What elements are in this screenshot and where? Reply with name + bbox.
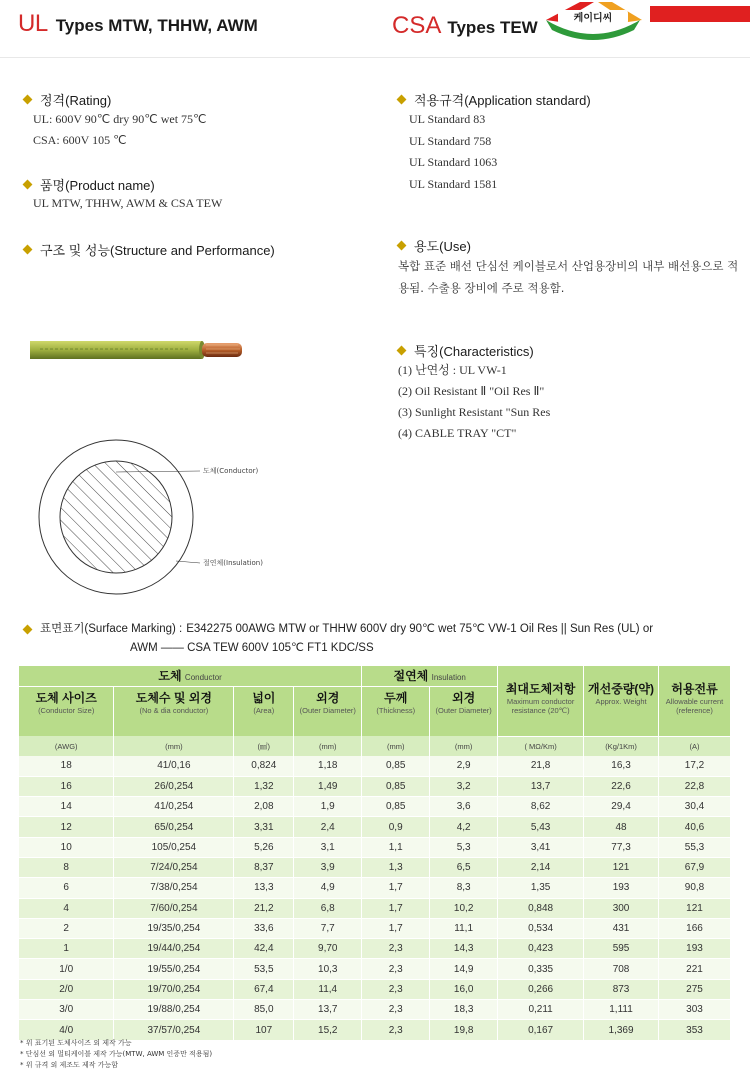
use-title: 용도(Use) (396, 236, 471, 255)
csa-label: CSA (392, 12, 442, 39)
table-cell: 13,7 (294, 1000, 362, 1020)
insulation-group-header: 절연체 Insulation (362, 666, 498, 686)
table-row (19, 1000, 731, 1020)
unit-cell: (A) (659, 736, 731, 756)
product-title: 품명(Product name) (22, 175, 155, 194)
table-cell: 1,7 (362, 918, 430, 938)
table-cell: 19/44/0,254 (114, 939, 234, 959)
table-row (19, 857, 731, 877)
col-header: 두께 (Thickness) (362, 686, 430, 736)
standard-line: UL Standard 758 (409, 133, 492, 148)
svg-text:케이디씨: 케이디씨 (573, 13, 613, 24)
table-row (19, 898, 731, 918)
table-cell: 0,85 (362, 756, 430, 776)
table-cell: 0,423 (498, 939, 584, 959)
table-cell: 41/0,254 (114, 797, 234, 817)
table-cell: 107 (234, 1020, 294, 1040)
diamond-bullet-icon (397, 346, 407, 356)
table-cell: 42,4 (234, 939, 294, 959)
table-cell: 67,9 (659, 857, 731, 877)
table-row (19, 979, 731, 999)
table-cell: 0,85 (362, 776, 430, 796)
table-cell: 15,2 (294, 1020, 362, 1040)
table-cell: 1 (19, 939, 114, 959)
table-cell: 7,7 (294, 918, 362, 938)
table-cell: 14,9 (430, 959, 498, 979)
table-row (19, 837, 731, 857)
ul-title (18, 10, 258, 38)
table-cell: 14,3 (430, 939, 498, 959)
kdc-logo (542, 0, 644, 42)
ul-label: UL (18, 10, 48, 37)
table-cell: 595 (584, 939, 659, 959)
standard-line: UL Standard 1063 (409, 155, 498, 169)
table-cell: 3,6 (430, 797, 498, 817)
ul-types: Types MTW, THHW, AWM (55, 16, 258, 35)
footnote: * 위 표기된 도체사이즈 외 제작 가능 (20, 1039, 132, 1047)
standard-line: UL Standard 83 (409, 112, 486, 126)
cable-image (30, 338, 250, 362)
marking-title: 표면표기(Surface Marking) : (40, 623, 183, 635)
unit-cell: (mm) (362, 736, 430, 756)
table-cell: 29,4 (584, 797, 659, 817)
unit-cell: (mm) (294, 736, 362, 756)
table-row (19, 797, 731, 817)
table-cell: 90,8 (659, 878, 731, 898)
col-header: 최대도체저항 Maximum conductor resistance (20℃) (498, 666, 584, 736)
table-cell: 2,08 (234, 797, 294, 817)
table-cell: 873 (584, 979, 659, 999)
table-cell: 40,6 (659, 817, 731, 837)
header-red-bar (650, 6, 750, 22)
table-cell: 22,6 (584, 776, 659, 796)
table-cell: 3,1 (294, 837, 362, 857)
table-cell: 10,3 (294, 959, 362, 979)
unit-cell: (Kg/1Km) (584, 736, 659, 756)
table-cell: 708 (584, 959, 659, 979)
table-cell: 0,335 (498, 959, 584, 979)
table-row (19, 959, 731, 979)
table-cell: 2,3 (362, 979, 430, 999)
table-cell: 0,824 (234, 756, 294, 776)
table-cell: 3/0 (19, 1000, 114, 1020)
table-cell: 11,1 (430, 918, 498, 938)
table-cell: 19/35/0,254 (114, 918, 234, 938)
table-cell: 300 (584, 898, 659, 918)
table-cell: 1,369 (584, 1020, 659, 1040)
characteristics-text (398, 360, 550, 444)
table-cell: 2/0 (19, 979, 114, 999)
table-cell: 19,8 (430, 1020, 498, 1040)
table-cell: 2,3 (362, 939, 430, 959)
table-cell: 221 (659, 959, 731, 979)
table-cell: 19/88/0,254 (114, 1000, 234, 1020)
diamond-bullet-icon (397, 95, 407, 105)
structure-title: 구조 및 성능(Structure and Performance) (22, 240, 275, 259)
table-cell: 0,848 (498, 898, 584, 918)
table-row (19, 939, 731, 959)
characteristic-line: (1) 난연성 : UL VW-1 (398, 363, 507, 377)
table-cell: 0,534 (498, 918, 584, 938)
product-text (33, 193, 222, 214)
footnote: * 단심선 외 멀티케이블 제작 가능(MTW, AWM 인증만 적용됨) (20, 1050, 213, 1058)
table-cell: 4/0 (19, 1020, 114, 1040)
table-cell: 17,2 (659, 756, 731, 776)
table-cell: 303 (659, 1000, 731, 1020)
characteristic-line: (2) Oil Resistant Ⅱ "Oil Res Ⅱ" (398, 384, 545, 398)
table-cell: 2,14 (498, 857, 584, 877)
table-cell: 6,8 (294, 898, 362, 918)
rating-text (33, 109, 207, 151)
table-cell: 13,7 (498, 776, 584, 796)
table-cell: 4,2 (430, 817, 498, 837)
table-cell: 13,3 (234, 878, 294, 898)
table-cell: 121 (584, 857, 659, 877)
table-cell: 6 (19, 878, 114, 898)
table-cell: 121 (659, 898, 731, 918)
table-cell: 53,5 (234, 959, 294, 979)
unit-cell: (mm) (114, 736, 234, 756)
cross-section-diagram (28, 437, 278, 595)
footnotes (20, 1038, 212, 1071)
table-cell: 7/60/0,254 (114, 898, 234, 918)
table-cell: 1,9 (294, 797, 362, 817)
table-cell: 6,5 (430, 857, 498, 877)
table-row (19, 918, 731, 938)
table-cell: 65/0,254 (114, 817, 234, 837)
table-cell: 5,43 (498, 817, 584, 837)
rating-title: 정격(Rating) (22, 90, 111, 109)
table-cell: 12 (19, 817, 114, 837)
table-cell: 3,9 (294, 857, 362, 877)
table-cell: 18 (19, 756, 114, 776)
table-row (19, 776, 731, 796)
table-cell: 26/0,254 (114, 776, 234, 796)
col-header: 개선중량(약) Approx. Weight (584, 666, 659, 736)
cross-section-svg (28, 437, 278, 595)
table-cell: 0,9 (362, 817, 430, 837)
characteristic-line: (4) CABLE TRAY "CT" (398, 426, 517, 440)
footnote: * 위 규격 외 제조도 제작 가능함 (20, 1061, 118, 1069)
table-row (19, 878, 731, 898)
insulation-label: 절연체(Insulation) (203, 559, 263, 567)
table-cell: 3,41 (498, 837, 584, 857)
table-cell: 2 (19, 918, 114, 938)
table-cell: 85,0 (234, 1000, 294, 1020)
table-cell: 19/70/0,254 (114, 979, 234, 999)
table-cell: 77,3 (584, 837, 659, 857)
unit-cell: (㎟) (234, 736, 294, 756)
table-cell: 1/0 (19, 959, 114, 979)
table-cell: 55,3 (659, 837, 731, 857)
table-cell: 2,9 (430, 756, 498, 776)
table-cell: 8,37 (234, 857, 294, 877)
standard-line: UL Standard 1581 (409, 176, 498, 191)
use-text: 복합 표준 배선 단심선 케이블로서 산업용장비의 내부 배선용으로 적용됨. 수출용 장비에 주로 적용함. (398, 259, 739, 295)
table-cell: 21,2 (234, 898, 294, 918)
diamond-bullet-icon (23, 625, 33, 635)
diamond-bullet-icon (23, 95, 33, 105)
table-cell: 3,31 (234, 817, 294, 837)
table-cell: 16,0 (430, 979, 498, 999)
table-row (19, 817, 731, 837)
table-cell: 4,9 (294, 878, 362, 898)
table-cell: 48 (584, 817, 659, 837)
table-cell: 4 (19, 898, 114, 918)
table-cell: 21,8 (498, 756, 584, 776)
table-cell: 2,3 (362, 1020, 430, 1040)
table-cell: 7/38/0,254 (114, 878, 234, 898)
unit-cell: (AWG) (19, 736, 114, 756)
table-cell: 9,70 (294, 939, 362, 959)
table-cell: 5,26 (234, 837, 294, 857)
table-cell: 1,32 (234, 776, 294, 796)
table-cell: 353 (659, 1020, 731, 1040)
table-cell: 33,6 (234, 918, 294, 938)
table-cell: 0,167 (498, 1020, 584, 1040)
conductor-circle (60, 461, 172, 573)
table-cell: 16,3 (584, 756, 659, 776)
table-cell: 193 (584, 878, 659, 898)
characteristic-line: (3) Sunlight Resistant "Sun Res (398, 405, 551, 419)
table-cell: 2,3 (362, 1000, 430, 1020)
table-cell: 37/57/0,254 (114, 1020, 234, 1040)
table-cell: 0,211 (498, 1000, 584, 1020)
table-cell: 7/24/0,254 (114, 857, 234, 877)
table-cell: 8 (19, 857, 114, 877)
units-row (19, 736, 731, 756)
unit-cell: ( MΩ/Km) (498, 736, 584, 756)
unit-cell: (mm) (430, 736, 498, 756)
diamond-bullet-icon (397, 241, 407, 251)
table-cell: 166 (659, 918, 731, 938)
table-cell: 1,7 (362, 898, 430, 918)
csa-title (392, 12, 538, 40)
col-header: 넓이 (Area) (234, 686, 294, 736)
surface-marking (22, 620, 742, 658)
col-header: 허용전류 Allowable current (reference) (659, 666, 731, 736)
col-header: 도체수 및 외경 (No & dia conductor) (114, 686, 234, 736)
table-cell: 14 (19, 797, 114, 817)
table-cell: 431 (584, 918, 659, 938)
table-row (19, 756, 731, 776)
col-header: 외경 (Outer Diameter) (294, 686, 362, 736)
table-cell: 2,4 (294, 817, 362, 837)
table-cell: 8,62 (498, 797, 584, 817)
rating-line: UL: 600V 90℃ dry 90℃ wet 75℃ (33, 112, 207, 126)
marking-line-2: AWM —— CSA TEW 600V 105℃ FT1 KDC/SS (130, 642, 374, 654)
spec-table (19, 666, 731, 1041)
diamond-bullet-icon (23, 245, 33, 255)
table-cell: 22,8 (659, 776, 731, 796)
table-cell: 16 (19, 776, 114, 796)
csa-types: Types TEW (447, 18, 538, 37)
table-cell: 30,4 (659, 797, 731, 817)
table-cell: 1,49 (294, 776, 362, 796)
table-cell: 0,266 (498, 979, 584, 999)
header-divider (0, 57, 750, 58)
table-cell: 19/55/0,254 (114, 959, 234, 979)
conductor-group-header: 도체 Conductor (19, 666, 362, 686)
table-cell: 1,1 (362, 837, 430, 857)
table-cell: 67,4 (234, 979, 294, 999)
table-cell: 0,85 (362, 797, 430, 817)
table-cell: 275 (659, 979, 731, 999)
table-cell: 1,18 (294, 756, 362, 776)
table-cell: 41/0,16 (114, 756, 234, 776)
table-cell: 2,3 (362, 959, 430, 979)
table-cell: 3,2 (430, 776, 498, 796)
marking-line-1: E342275 00AWG MTW or THHW 600V dry 90℃ wet 75℃ VW-1 Oil Res || Sun Res (UL) or (186, 623, 654, 635)
conductor-label: 도체(Conductor) (203, 467, 259, 475)
table-cell: 11,4 (294, 979, 362, 999)
diamond-bullet-icon (23, 180, 33, 190)
table-cell: 1,111 (584, 1000, 659, 1020)
table-cell: 1,35 (498, 878, 584, 898)
table-cell: 10 (19, 837, 114, 857)
table-cell: 18,3 (430, 1000, 498, 1020)
characteristics-title: 특징(Characteristics) (396, 341, 534, 360)
table-cell: 8,3 (430, 878, 498, 898)
standard-title: 적용규격(Application standard) (396, 90, 591, 109)
col-header: 도체 사이즈 (Conductor Size) (19, 686, 114, 736)
table-cell: 1,7 (362, 878, 430, 898)
table-cell: 105/0,254 (114, 837, 234, 857)
col-header: 외경 (Outer Diameter) (430, 686, 498, 736)
table-cell: 10,2 (430, 898, 498, 918)
rating-line: CSA: 600V 105 ℃ (33, 133, 127, 147)
standard-text (409, 109, 497, 195)
table-body (19, 756, 731, 1040)
table-cell: 193 (659, 939, 731, 959)
product-line: UL MTW, THHW, AWM & CSA TEW (33, 196, 223, 210)
table-cell: 1,3 (362, 857, 430, 877)
table-cell: 5,3 (430, 837, 498, 857)
